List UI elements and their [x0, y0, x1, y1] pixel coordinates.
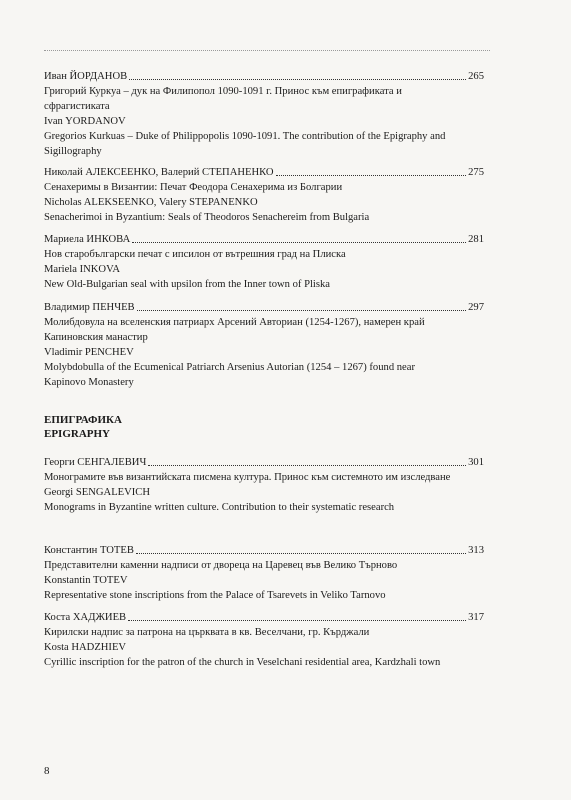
toc-author: Владимир ПЕНЧЕВ	[44, 302, 135, 313]
toc-title-en: Gregorios Kurkuas – Duke of Philippopolis 1090-1091. The contribution of the Epigraphy and	[44, 131, 446, 142]
toc-title-bg: Молибдовула на вселенския патриарх Арсений Авториан (1254-1267), намерен край	[44, 317, 425, 328]
toc-author-en: Vladimir PENCHEV	[44, 347, 134, 358]
toc-title-en: Monograms in Byzantine written culture. Contribution to their systematic research	[44, 502, 395, 513]
toc-author-line	[44, 543, 484, 558]
toc-title-bg: Нов старобългарски печат с ипсилон от вътрешния град на Плиска	[44, 249, 346, 260]
toc-author: Николай АЛЕКСЕЕНКО, Валерий СТЕПАНЕНКО	[44, 167, 274, 178]
toc-title-en: New Old-Bulgarian seal with upsilon from the Inner town of Pliska	[44, 279, 330, 290]
toc-entry	[44, 165, 484, 225]
toc-page-number: 281	[468, 234, 484, 245]
toc-author: Георги СЕНГАЛЕВИЧ	[44, 457, 147, 468]
toc-title-bg: Григорий Куркуа – дук на Филипопол 1090-1091 г. Принос към епиграфиката и	[44, 86, 402, 97]
section-title-en: EPIGRAPHY	[44, 428, 110, 440]
toc-author-en: Kosta HADZHIEV	[44, 642, 127, 653]
section-heading	[44, 413, 122, 441]
toc-title-en-cont: Sigillography	[44, 146, 102, 157]
toc-title-bg: Кирилски надпис за патрона на църквата в кв. Веселчани, гр. Кърджали	[44, 627, 370, 638]
toc-title-en: Representative stone inscriptions from the Palace of Tsarevets in Veliko Tarnovo	[44, 590, 386, 601]
dot-leader	[132, 242, 466, 243]
toc-author-line	[44, 610, 484, 625]
toc-author-en: Mariela INKOVA	[44, 264, 121, 275]
toc-author: Коста ХАДЖИЕВ	[44, 612, 127, 623]
toc-author-en: Ivan YORDANOV	[44, 116, 126, 127]
top-dotted-rule	[44, 50, 490, 51]
toc-entry	[44, 232, 484, 292]
toc-author-en: Georgi SENGALEVICH	[44, 487, 151, 498]
dot-leader	[137, 310, 466, 311]
toc-title-en: Senacherimoi in Byzantium: Seals of Theodoros Senachereim from Bulgaria	[44, 212, 370, 223]
dot-leader	[276, 175, 467, 176]
toc-title-bg-cont: сфрагистиката	[44, 101, 110, 112]
toc-author-line	[44, 69, 484, 84]
toc-author-line	[44, 300, 484, 315]
dot-leader	[128, 620, 466, 621]
toc-entry	[44, 300, 484, 390]
toc-page-number: 317	[468, 612, 484, 623]
dot-leader	[148, 465, 466, 466]
toc-page-number: 265	[468, 71, 484, 82]
toc-title-bg: Представителни каменни надписи от двореца на Царевец във Велико Търново	[44, 560, 398, 571]
toc-title-bg: Монограмите във византийската писмена култура. Принос към системното им изследване	[44, 472, 451, 483]
toc-page-number: 275	[468, 167, 484, 178]
toc-author: Иван ЙОРДАНОВ	[44, 71, 128, 82]
toc-title-bg: Сенахеримы в Византии: Печат Феодора Сенахерима из Болгарии	[44, 182, 343, 193]
toc-author-en: Konstantin TOTEV	[44, 575, 128, 586]
page-folio-number: 8	[44, 765, 50, 777]
toc-title-en: Cyrillic inscription for the patron of the church in Veselchani residential area, Kardzhali town	[44, 657, 441, 668]
toc-title-en: Molybdobulla of the Ecumenical Patriarch Arsenius Autorian (1254 – 1267) found near	[44, 362, 415, 373]
toc-page-number: 301	[468, 457, 484, 468]
toc-title-en-cont: Kapinovo Monastery	[44, 377, 134, 388]
toc-author: Мариела ИНКОВА	[44, 234, 131, 245]
toc-entry	[44, 69, 484, 159]
toc-author-line	[44, 232, 484, 247]
toc-author-en: Nicholas ALEKSEENKO, Valery STEPANENKO	[44, 197, 258, 208]
toc-author: Константин ТОТЕВ	[44, 545, 134, 556]
toc-title-bg-cont: Капиновския манастир	[44, 332, 148, 343]
toc-entry	[44, 455, 484, 515]
toc-author-line	[44, 455, 484, 470]
dot-leader	[129, 79, 466, 80]
section-title-bg: ЕПИГРАФИКА	[44, 414, 122, 426]
toc-entry	[44, 610, 484, 670]
toc-page-number: 297	[468, 302, 484, 313]
dot-leader	[136, 553, 466, 554]
toc-author-line	[44, 165, 484, 180]
toc-entry	[44, 543, 484, 603]
toc-page-number: 313	[468, 545, 484, 556]
